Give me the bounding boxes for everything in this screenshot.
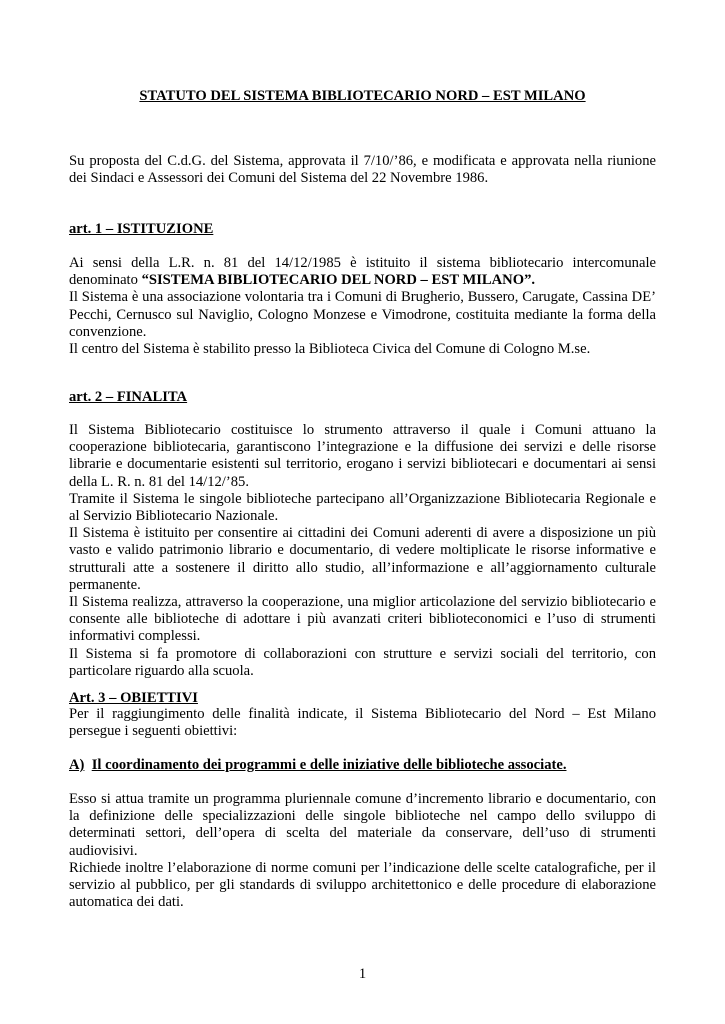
art1-p1-text: Ai sensi della L.R. n. 81 del 14/12/1985 è istituito il sistema bibliotecario intercomunale denominato [69,255,656,289]
art1-paragraph-3: Il centro del Sistema è stabilito presso la Biblioteca Civica del Comune di Cologno M.se. [69,341,591,358]
art3-intro: Per il raggiungimento delle finalità indicate, il Sistema Bibliotecario del Nord – Est Milano persegue i seguenti obiettivi: [69,706,656,740]
art3-paragraph-2: Esso si attua tramite un programma pluriennale comune d’incremento librario e documentario, con la definizione delle specializzazioni delle singole biblioteche nel campo dello sviluppo di determinati settori, dell’opera di scelta del materiale da conservare, dell’uso di strumenti audiovisivi. [69,791,656,859]
art1-heading: art. 1 – ISTITUZIONE [69,221,214,237]
document-title: STATUTO DEL SISTEMA BIBLIOTECARIO NORD – EST MILANO [139,88,586,104]
art3-subsection-a [69,757,656,774]
subsection-title: Il coordinamento dei programmi e delle iniziative delle biblioteche associate. [91,757,567,773]
page-number: 1 [358,966,367,982]
art2-paragraph-3: Il Sistema è istituito per consentire ai cittadini dei Comuni aderenti di avere a disposizione un più vasto e valido patrimonio librario e documentario, di vedere moltiplicate le risorse informative e strutturali atte a sostenere il diritto allo studio, all’informazione e all’aggiornamento culturale permanente. [69,525,656,593]
intro-paragraph: Su proposta del C.d.G. del Sistema, approvata il 7/10/’86, e modificata e approvata nella riunione dei Sindaci e Assessori dei Comuni del Sistema del 22 Novembre 1986. [69,153,656,187]
system-name: “SISTEMA BIBLIOTECARIO DEL NORD – EST MILANO”. [141,272,536,289]
art2-paragraph-1: Il Sistema Bibliotecario costituisce lo strumento attraverso il quale i Comuni attuano la cooperazione bibliotecaria, garantiscono l’integrazione e la diffusione dei servizi e delle risorse librarie e documentarie esistenti sul territorio, erogano i servizi bibliotecari e documentari ai sensi della L. R. n. 81 del 14/12/’85. [69,422,656,490]
art2-paragraph-4: Il Sistema realizza, attraverso la cooperazione, una miglior articolazione del servizio bibliotecario e consente alle biblioteche di adottare i più avanzati criteri biblioteconomici e l’uso di strumenti informativi complessi. [69,594,656,645]
art3-paragraph-3: Richiede inoltre l’elaborazione di norme comuni per l’indicazione delle scelte catalografiche, per il servizio al pubblico, per gli standards di sviluppo architettonico e delle procedure di elaborazione automatica dei dati. [69,859,656,911]
art2-paragraph-5: Il Sistema si fa promotore di collaborazioni con strutture e servizi sociali del territorio, con particolare riguardo alla scuola. [69,645,656,679]
art3-heading: Art. 3 – OBIETTIVI [69,690,198,706]
subsection-letter: A) [69,757,85,773]
art2-body [69,422,656,680]
art3-body [69,791,656,911]
art2-paragraph-2: Tramite il Sistema le singole biblioteche partecipano all’Organizzazione Bibliotecaria Regionale e al Servizio Bibliotecario Nazionale. [69,490,656,525]
art1-paragraph-1 [69,255,656,289]
art2-heading: art. 2 – FINALITA [69,389,188,405]
art1-paragraph-2: Il Sistema è una associazione volontaria tra i Comuni di Brugherio, Bussero, Carugate, Cassina DE’ Pecchi, Cernusco sul Naviglio, Cologno Monzese e Vimodrone, costituita mediante la forma della convenzione. [69,289,656,340]
art1-body [69,255,656,358]
